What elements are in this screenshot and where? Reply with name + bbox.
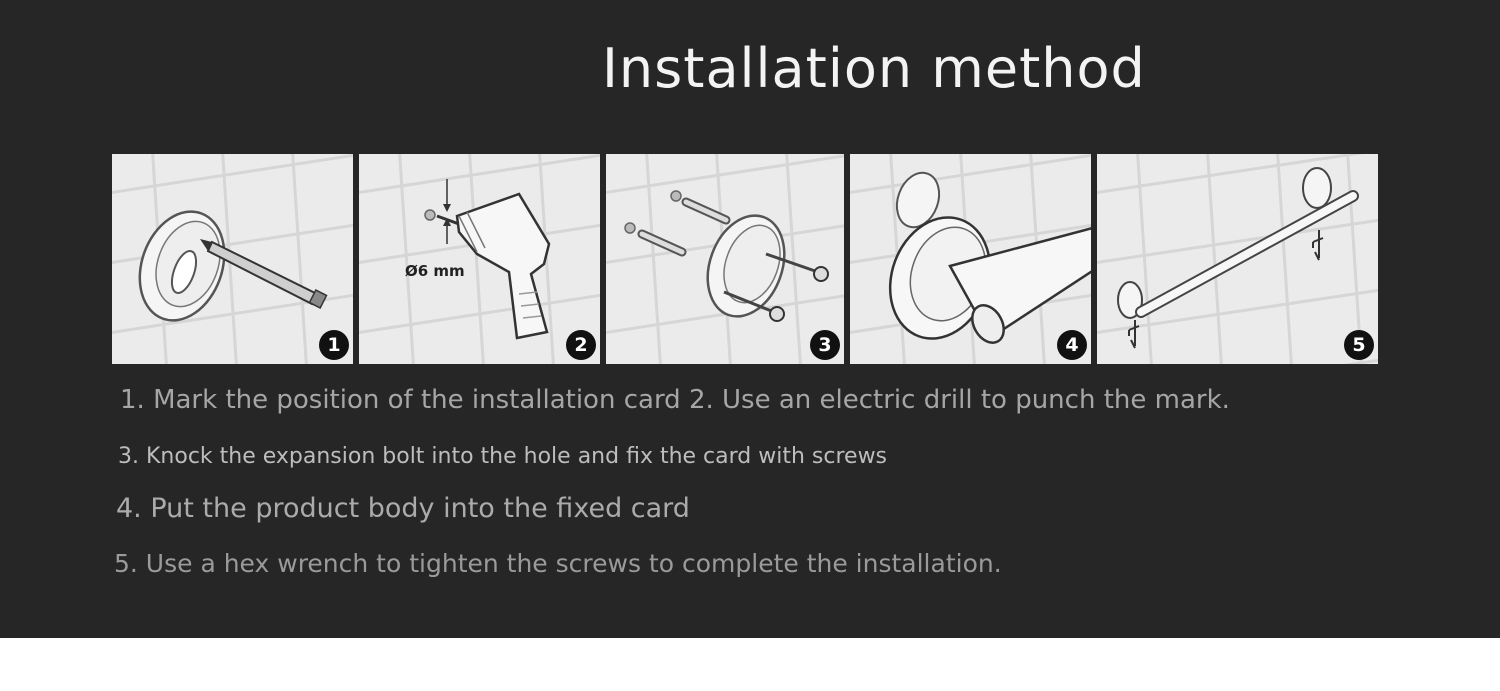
step-panel-1 [112,154,353,364]
towel-bar-body-icon [850,154,1091,364]
step-panel-3 [606,154,844,364]
pencil-marking-card-icon [112,154,353,364]
step-panel-5 [1097,154,1378,364]
step-number-badge: 2 [566,330,596,360]
expansion-bolt-screw-icon [606,154,844,364]
page-title: Installation method [602,37,1146,100]
illustration-strip [112,154,1380,366]
step-text-4: 4. Put the product body into the fixed card [116,493,690,524]
installed-towel-bar-icon [1097,154,1378,364]
step-number-badge: 5 [1344,330,1374,360]
step-number-badge: 3 [810,330,840,360]
electric-drill-icon [359,154,600,364]
step-panel-4 [850,154,1091,364]
drill-size-caption: Ø6 mm [405,262,465,280]
step-text-5: 5. Use a hex wrench to tighten the screws to complete the installation. [114,549,1002,578]
step-number-badge: 1 [319,330,349,360]
step-number-badge: 4 [1057,330,1087,360]
step-text-1-2: 1. Mark the position of the installation card 2. Use an electric drill to punch the mark. [120,385,1230,415]
step-text-3: 3. Knock the expansion bolt into the hole and fix the card with screws [118,444,888,469]
step-panel-2 [359,154,600,364]
